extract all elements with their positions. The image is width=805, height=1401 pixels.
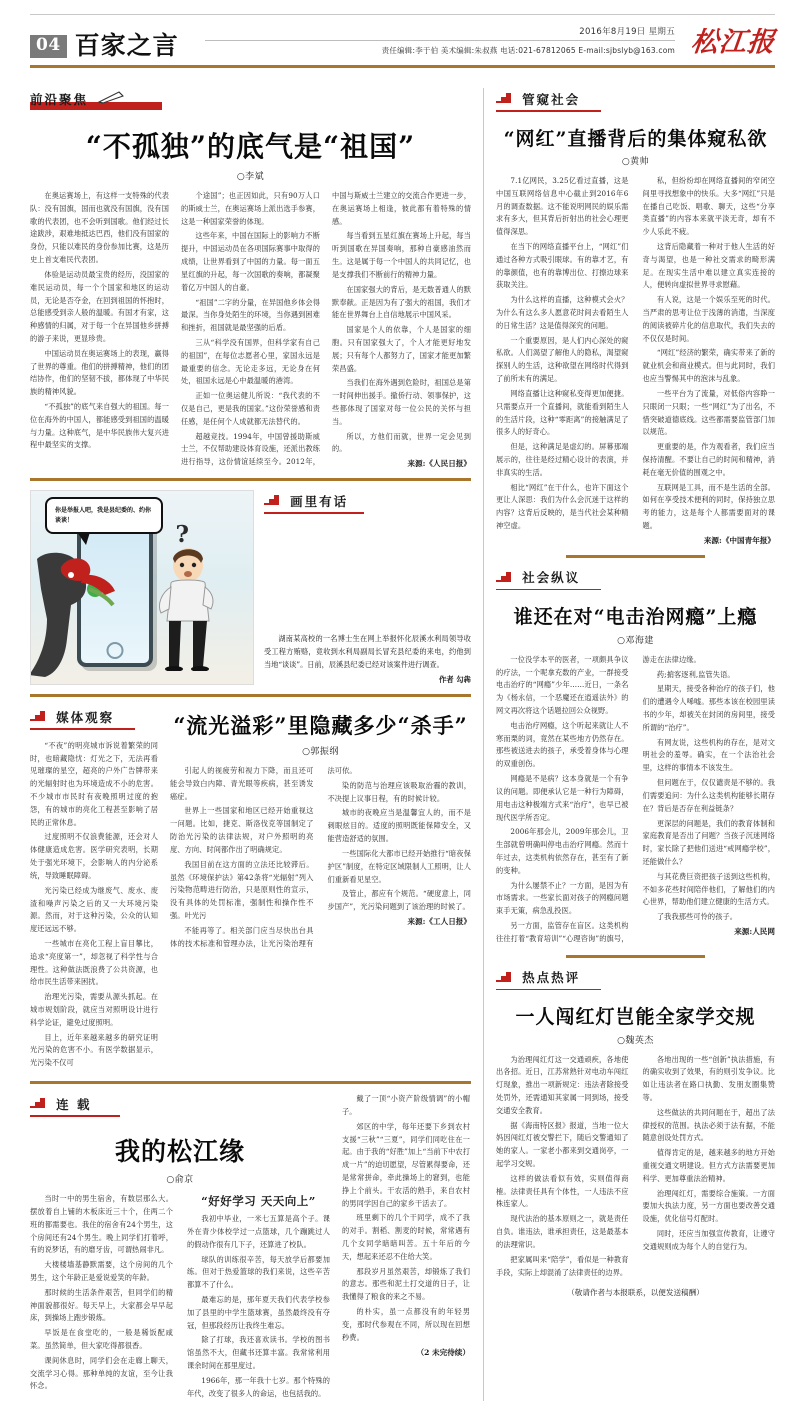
paragraph: 早饭是在食堂吃的，一般是稀饭配咸菜。虽然简单，但大家吃得都很香。 (30, 1328, 173, 1351)
paragraph: 每当看到五星红旗在赛场上升起，每当听到国歌在异国奏响，那种自豪感油然而生。这是属于每一个中国人的共同记忆，也是支撑我们不断前行的精神力量。 (332, 231, 471, 279)
paragraph: 各地出现的一些“创新”执法措施，有的确实收到了效果，有的则引发争议。比如让违法者在路口执勤、发朋友圈集赞等。 (642, 1054, 775, 1102)
paragraph: 更重要的是，作为观看者，我们应当保持清醒。不要让自己的时间和精神，消耗在毫无价值的围观之中。 (642, 442, 775, 477)
masthead-bottom-rule (30, 65, 775, 68)
source-peep-society: 来源:《中国青年报》 (703, 535, 775, 545)
paragraph: 但是，这种满足是虚幻的。屏幕那端展示的，往往是经过精心设计的表演，并非真实的生活。 (496, 442, 629, 477)
section-label-text: 社会纵议 (522, 570, 581, 586)
newspaper-logo: 松江报 (689, 27, 777, 58)
article-hot-review (496, 967, 775, 1299)
byline-peep-society: ○黄帅 (621, 156, 650, 167)
paragraph: 中国运动员在奥运赛场上的表现，赢得了世界的尊重。他们的拼搏精神，他们的团结协作，他们的坚韧不拔，都体现了中华民族的精神风貌。 (30, 348, 169, 397)
section-label-social-comment (496, 567, 601, 591)
byline-hot-review: ○魏英杰 (617, 1035, 654, 1046)
paragraph: 有网友说，这些机构的存在，是对文明社会的羞辱。确实，在一个法治社会里，这样的事情本不该发生。 (642, 737, 775, 773)
paragraph: 个途国”；也正因如此，只有90万人口的斯威士兰，在奥运赛场上派出选手参赛，这是一种国家荣誉的体现。 (181, 191, 320, 226)
paragraph: 同时，还应当加强宣传教育，让遵守交通规则成为每个人的自觉行为。 (642, 1229, 775, 1251)
body-social-comment (496, 654, 775, 946)
section-label-media-watch (30, 706, 135, 730)
paragraph: 一些国际化大都市已经开始推行“暗夜保护区”制度，在特定区域限制人工照明，让人们重新看见星空。 (327, 848, 471, 884)
content-grid (30, 88, 775, 1401)
source-media-watch: 来源:《工人日报》 (407, 916, 471, 926)
byline-front-focus: ○李斌 (236, 172, 265, 183)
paragraph: 染的防范与治理应该吸取治霾的教训，不决提上议事日程，有的时候计较。 (327, 780, 471, 803)
section-label-front-focus (30, 88, 162, 110)
paragraph: 超越竞技。1994年，中国曾援助斯威士兰，不仅帮助建设体育设施，还派出教练进行指导，这份情谊延续至今。2012年，中国与斯威士兰建立的交流合作更进一步，在奥运赛场上相逢，彼此都有着特殊的情感。 (181, 191, 471, 467)
headline-hot-review: 一人闯红灯岂能全家学交规 (515, 1006, 756, 1029)
paragraph: 课间休息时，同学们会在走廊上聊天，交流学习心得。那种单纯的友谊，至今让我怀念。 (30, 1355, 173, 1391)
paragraph: “祖国”二字的分量，在异国他乡体会得最深。当你身处陌生的环境，当你遇到困难和挫折，祖国就是最坚强的后盾。 (181, 297, 320, 333)
paragraph: 除了打球，我还喜欢读书。学校的图书馆虽然不大，但藏书还算丰富。我常常利用课余时间在那里度过。 (187, 1335, 330, 1371)
contact-note: （敬请作者与本报联系，以便发送稿酬） (567, 1288, 704, 1298)
paragraph: 目上，近年来越来越多的研究证明光污染的危害不小。有医学数据显示，光污染不仅可 (30, 1032, 158, 1068)
section-label-hot-review (496, 967, 601, 991)
article-serial (30, 1093, 471, 1401)
byline-media-watch: ○郭振纲 (302, 747, 339, 758)
speech-bubble: 你是举报人吧，我是县纪委的、约你谈谈！ (45, 497, 163, 534)
red-flag-icon (496, 568, 512, 587)
paragraph: 据《海南特区报》报道，当地一位大妈因闯红灯被交警拦下，随后交警通知了她的家人。一家老小都来到交通岗亭，一起学习交规。 (496, 1120, 629, 1169)
section-label-text: 媒体观察 (56, 709, 115, 725)
source-social-comment: 来源:人民网 (734, 927, 775, 936)
body-peep-society (496, 175, 775, 546)
paragraph: 所以，方他们而就，世界一定会见到的。 (332, 431, 471, 454)
paragraph: 1966年，那一年我十七岁。那个特殊的年代，改变了很多人的命运，也包括我的。 (187, 1375, 330, 1398)
paragraph: 光污染已经成为继废气、废水、废渣和噪声污染之后的又一大环境污染源。然而，对于这种污染，公众的认知度还远远不够。 (30, 885, 158, 934)
paragraph: 不能再等了。相关部门应当尽快出台具体的技术标准和管理办法，让光污染治理有法可依。 (170, 766, 357, 948)
divider-gold (30, 694, 471, 697)
red-flag-icon (30, 1094, 46, 1113)
paragraph: 城市的夜晚应当是温馨宜人的，而不是刺眼炫目的。适度的照明既能保障安全，又能营造舒适的氛围。 (327, 808, 471, 844)
question-mark: ? (175, 521, 189, 549)
divider-gold (30, 478, 471, 481)
paragraph: 我国目前在这方面的立法还比较滞后。虽然《环境保护法》第42条将“光辐射”列入污染物范畴进行防治，只是原则性的宣示，没有具体的处罚标准，强制性和操作性不强。叶光污 (170, 859, 314, 920)
left-column (30, 88, 483, 1401)
paragraph: 一位没学本平的医者，一项颇具争议的疗法，一个呢拿充数的产业，一群接受电击治疗的“网瘾”少年……近日，一条名为《杨永信，一个恶魔还在逍遥法外》的网文再次将这个话题拉回公众视野。 (496, 654, 629, 715)
paragraph: 相比“网红”在干什么，也许下面这个更让人深思：我们为什么会沉迷于这样的内容？这背后反映的，是当代社会某种精神空虚。 (496, 482, 629, 531)
article-peep-society (496, 88, 775, 546)
section-label-peep-society (496, 88, 601, 112)
paragraph: 在当下的网络直播平台上，“网红”们通过各种方式吸引眼球。有的靠才艺，有的靠颜值，也有的靠博出位、打擦边球来获取关注。 (496, 241, 629, 290)
paragraph: 引起人的视疲劳和视力下降，而且还可能会导致白内障、青光眼等疾病，甚至诱发癌症。 (170, 766, 314, 801)
man-figure (157, 543, 219, 671)
masthead (30, 0, 775, 78)
body-hot-review (496, 1054, 775, 1280)
media-watch-left (30, 706, 158, 1072)
paragraph: 体验是运动员最宝贵的经历，没国家的难民运动员，每一个个国家和地区的运动员，无论是否夺金，在回到祖国的怀抱时，总能感受到亲人般的温暖。有国才有家，这种感情的归属，对于每一个在异国他乡拼搏的游子来说，更显珍贵。 (30, 269, 169, 343)
paragraph: 另一方面，监管存在盲区。这类机构往往打着“教育培训”“心理咨询”的旗号，游走在法律边缘。 (496, 654, 701, 943)
section-label-text: 管窥社会 (522, 91, 581, 107)
divider-gold (30, 1081, 471, 1084)
paragraph: 这些做法的共同问题在于，超出了法律授权的范围。执法必须于法有据，不能随意创设处罚方式。 (642, 1107, 775, 1143)
paragraph: 在奥运赛场上，有这样一支特殊的代表队：没有国旗，国而也就没有国旗，没有国歌的代表团，也不会听到国歌。他们经过长途跋涉，艰难地抵达巴西，他们没有国家的身份，只能以难民的身份参加比赛，这是历史上首支难民代表团。 (30, 191, 169, 265)
paragraph: 班里剩下的几个干同学，成不了我的对手。割稻、割麦的时候，常常遇有几个女同学暗暗叫苦。五十年后的今天，想起来还忍不住给大笑。 (342, 1213, 470, 1261)
paragraph: 为什么屡禁不止？一方面，是因为有市场需求。一些家长面对孩子的网瘾问题束手无策，病急乱投医。 (496, 880, 629, 916)
paragraph: 但问题在于，仅仅谴责是不够的。我们需要追问：为什么这类机构能够长期存在？背后是否存在利益链条？ (642, 778, 775, 813)
cartoon-credit: 作者 勾犇 (438, 675, 471, 685)
paragraph: 互联网是工具，而不是生活的全部。如何在享受技术便利的同时，保持独立思考的能力，这是每个人都需要面对的课题。 (642, 482, 775, 531)
serial-right (342, 1093, 470, 1401)
red-flag-icon (264, 491, 280, 510)
red-flag-icon (496, 968, 512, 987)
paragraph: 值得肯定的是，越来越多的地方开始重视交通文明建设。但方式方法需要更加科学、更加尊重法治精神。 (642, 1148, 775, 1183)
cartoon-illustration (30, 490, 254, 685)
paragraph: 及管止，都应有个规范。“硬度意上，同步国产”，光污染问题到了该治理的时候了。 (327, 889, 471, 912)
section-label-text: 画里有话 (290, 493, 349, 509)
red-flag-icon (30, 707, 46, 726)
paragraph: 最难忘的是，那年夏天我们代表学校参加了县里的中学生篮球赛，虽然最终没有夺冠，但那段经历让我终生难忘。 (187, 1294, 330, 1330)
paragraph: 有人说，这是一个娱乐至死的时代。当严肃的思考让位于浅薄的消遣，当深度的阅读被碎片化的信息取代，我们失去的不仅仅是时间。 (642, 295, 775, 343)
paragraph: 网络直播让这种窥私变得更加便捷。只需要点开一个直播间，就能看到陌生人的生活片段，这种“零距离”的接触满足了很多人的好奇心。 (496, 388, 629, 437)
right-column (483, 88, 775, 1401)
section-label-serial (30, 1093, 120, 1117)
devil-figure (30, 549, 115, 679)
paragraph: 三从“科学没有国界，但科学家有自己的祖国”，在每位志愿者心里，家国永远是最重要的信念。无论走多远，无论身在何处，祖国永远是心中最温暖的港湾。 (181, 337, 320, 386)
masthead-left (30, 33, 179, 58)
divider-gold-short (566, 555, 706, 558)
paragraph: 现代法治的基本原则之一，就是责任自负。谁违法，谁承担责任，这是最基本的法理常识。 (496, 1214, 629, 1249)
paragraph: 药;掮客逐利,监管失语。 (656, 669, 735, 679)
cartoon-caption-area (264, 490, 471, 685)
masthead-top-rule (30, 14, 775, 15)
paragraph: 把家属叫来“陪学”，看似是一种教育手段，实际上却混淆了法律责任的边界。 (496, 1254, 629, 1277)
paragraph: 星期天，接受各种治疗的孩子们，他们的遭遇令人唏嘘。那些本该在校园里读书的少年，却被关在封闭的房间里，接受所谓的“治疗”。 (642, 684, 775, 732)
paragraph: 网瘾是不是病？这本身就是一个有争议的问题。即便承认它是一种行为障碍，用电击这种极端方式来“治疗”，也早已被现代医学所否定。 (496, 774, 629, 822)
paragraph: 电击治疗网瘾，这个听起来就让人不寒而栗的词，竟然在某些地方仍然存在。那些被送进去的孩子，承受着身体与心理的双重创伤。 (496, 720, 629, 769)
cartoon-caption: 湖南某高校的一名博士生在网上举报怀化辰溪水利局领导收受工程方贿赂，竟收到水利局副局长冒充县纪委的来电，约他到当地“谈谈”。日前，辰溪县纪委已经对该案件进行调查。 (264, 634, 471, 670)
headline-serial: 我的松江缘 (114, 1136, 245, 1166)
red-flag-icon (496, 89, 512, 108)
publication-date: 2016年8月19日 星期五 (579, 27, 675, 37)
paragraph: 国家是个人的依靠，个人是国家的细胞。只有国家强大了，个人才能更好地发展；只有每个人都努力了，国家才能更加繁荣昌盛。 (332, 325, 471, 373)
paragraph: 一些平台为了流量，对低俗内容睁一只眼闭一只眼；一些“网红”为了出名，不惜突破道德底线。这些都需要监管部门加以规范。 (642, 388, 775, 437)
paragraph: 这些年来，中国在国际上的影响力不断提升，中国运动员在各项国际赛事中取得的成绩，让世界看到了中国的力量。每一面五星红旗的升起，每一次国歌的奏响，都凝聚着亿万中国人的自豪。 (181, 231, 320, 292)
headline-front-focus: “不孤独”的底气是“祖国” (85, 130, 416, 163)
page-section-name: 百家之言 (74, 31, 179, 60)
section-label-text: 前沿聚焦 (30, 91, 89, 107)
paragraph: “不孤独”的底气来自强大的祖国。每一位在海外的中国人，都能感受到祖国的温暖与力量。这种底气，是中华民族伟大复兴进程中最坚实的支撑。 (30, 402, 169, 450)
paragraph: 正如一位奥运健儿所说：“我代表的不仅是自己，更是我的国家。”这份荣誉感和责任感，是任何个人成就都无法替代的。 (181, 391, 320, 426)
paragraph: 更深层的问题是，我们的教育体制和家庭教育是否出了问题？当孩子沉迷网络时，家长除了把他们送进“戒网瘾学校”，还能做什么？ (642, 818, 775, 866)
paragraph: 那段岁月虽然艰苦，却锻炼了我们的意志。那些和泥土打交道的日子，让我懂得了粮食的来之不易。 (342, 1266, 470, 1302)
paragraph: 7.1亿网民，3.25亿看过直播，这是中国互联网络信息中心截止到2016年6月的调查数据。这不能说明网民的娱乐需求有多大，但其背后折射出的社会心理更值得深思。 (496, 175, 629, 237)
byline-social-comment: ○邓海建 (617, 635, 654, 646)
paragraph: 当我们在海外遇到危险时，祖国总是第一时间伸出援手。撤侨行动、领事保护，这些都体现了国家对每一位公民的关怀与担当。 (332, 378, 471, 426)
paragraph: 大楼楼墙基静默需要，这个房间的几个男生，这个年龄正是爱说爱笑的年龄。 (30, 1260, 173, 1282)
byline-serial: ○俞京 (166, 1175, 194, 1186)
section-label-text: 热点热评 (522, 970, 581, 986)
article-front-focus (30, 88, 471, 469)
headline-media-watch: “流光溢彩”里隐藏多少“杀手” (173, 713, 468, 739)
paragraph: 戴了一顶“小资产阶级情调”的小帽子。 (342, 1094, 470, 1116)
paragraph: 治理闯红灯，需要综合施策。一方面要加大执法力度，另一方面也要改善交通设施，优化信号灯配时。 (642, 1188, 775, 1224)
paragraph: 在国家强大的背后，是无数普通人的默默奉献。正是因为有了强大的祖国，我们才能在世界舞台上自信地展示中国风采。 (332, 284, 471, 320)
divider-gold-short (566, 955, 706, 958)
headline-social-comment: 谁还在对“电击治网瘾”上瘾 (513, 606, 758, 629)
article-cartoon (30, 490, 471, 685)
paragraph: 与其花费巨资把孩子送到这些机构，不如多花些时间陪伴他们，了解他们的内心世界，帮助他们建立健康的生活方式。 (642, 871, 775, 907)
paragraph: 一些城市在亮化工程上盲目攀比，追求“亮度第一”，却忽视了科学性与合理性。这种做法既浪费了公共资源，也给市民生活带来困扰。 (30, 938, 158, 987)
body-serial (30, 1193, 330, 1401)
headline-peep-society: “网红”直播背后的集体窥私欲 (503, 127, 768, 150)
article-social-comment (496, 567, 775, 946)
article-media-watch (30, 706, 471, 1072)
body-media-watch (170, 765, 471, 950)
paragraph: 过度照明不仅浪费能源，还会对人体健康造成危害。医学研究表明，长期处于强光环境下，会影响人的内分泌系统，导致睡眠障碍。 (30, 832, 158, 880)
paragraph: “网红”经济的繁荣，确实带来了新的就业机会和商业模式。但与此同时，我们也应当警惕其中的泡沫与乱象。 (642, 348, 775, 384)
masthead-center-rule (205, 40, 675, 41)
paragraph: 我初中毕业，一米七五算是高个子。课外在青少体校学过一点篮球，几个蹦跳过人的假动作很有几下子，还算进了校队。 (187, 1214, 330, 1249)
section-label-text: 连 载 (56, 1096, 92, 1112)
pen-icon (97, 89, 127, 108)
paragraph: 世界上一些国家和地区已经开始重视这一问题。比如，捷克、斯洛伐克等国制定了防治光污染的法律法规，对户外照明的亮度、方向、时间都作出了明确规定。 (170, 806, 314, 854)
subhead-serial: “好好学习 天天向上” (201, 1194, 316, 1209)
paragraph: 为什么这样的直播，这种模式会火？为什么有这么多人愿意花时间去看陌生人的日常生活？这是值得深究的问题。 (496, 295, 629, 330)
page-number: 04 (30, 35, 67, 58)
section-label-cartoon (264, 490, 471, 514)
serial-continued-note: （2 未完待续） (416, 1347, 470, 1357)
paragraph: 这样的做法看似有效，实则值得商榷。法律责任具有个体性，一人违法不应株连家人。 (496, 1173, 629, 1209)
paragraph: 2006年那会儿，2009年那会儿，卫生部就曾明确叫停电击治疗网瘾。然而十年过去，这类机构依然存在，甚至有了新的变种。 (496, 827, 629, 875)
paragraph: 一个重要原因，是人们内心深处的窥私欲。人们渴望了解他人的隐私，渴望窥探别人的生活，这种欲望在网络时代得到了前所未有的满足。 (496, 335, 629, 384)
paragraph: 为治理闯红灯这一交通顽疾，各地使出各招。近日，江苏常熟针对电动车闯红灯现象，推出一项新规定：违法者除接受处罚外，还需通知其家属一同到场，接受交通安全教育。 (496, 1054, 629, 1115)
paragraph: 了我我那些可怜的孩子。 (656, 912, 738, 922)
paragraph: 这背后隐藏着一种对于他人生活的好奇与渴望，也是一种社交需求的畸形满足。在现实生活中难以建立真实连接的人，便转向虚拟世界寻求慰藉。 (642, 241, 775, 290)
paragraph: 的朴实，虽一点都没有的年轻男变，那时代参观在不同，所以现在回想秒费。 (342, 1307, 470, 1342)
paragraph: 治理光污染，需要从源头抓起。在城市规划阶段，就应当对照明设计进行科学论证，避免过度照明。 (30, 992, 158, 1027)
paragraph: 那时候的生活条件艰苦，但同学们的精神面貌都很好。每天早上，大家都会早早起床，到操场上跑步锻炼。 (30, 1287, 173, 1323)
paragraph: 私，但纷纷却在网络直播间的窄闭空间里寻找想象中的快乐。大多“网红”只是在播自己吃饭、唱歌、聊天，这些“分享类直播”的内容本来就平淡无奇，却有不少人乐此不疲。 (642, 175, 775, 237)
paragraph: “不夜”的明亮城市诉说着繁荣的同时，也暗藏隐忧：灯光之下，无法再看见璀璨的星空，超亮的户外广告牌带来的光辐射时也为环境造成不小的危害。不少城市市民时有夜晚照明过度的抱怨，有的城市的亮化工程甚至影响了居民的正常休息。 (30, 740, 158, 827)
editor-credits: 责任编辑:李于伯 美术编辑:朱叔燕 电话:021-67812065 E-mail:sjbslyb@163.com (381, 46, 675, 55)
paragraph: 球队的训练很辛苦，每天放学后都要加练。但对于热爱篮球的我们来说，这些辛苦都算不了什么。 (187, 1254, 330, 1290)
paragraph: 当时一中的男生宿舍，有数层那么大。摆放着自上铺的木板床近三十个，住两二个班的都需要也。我住的宿舍有24个男生，这个房间还有24个男生。晚上同学们打着呼，有的说梦话，有的磨牙齿，可谓热闹非凡。 (30, 1194, 173, 1255)
paragraph: 郊区的中学，每年还要下乡到农村支援“三秋”“三夏”，同学们同吃住在一起。由于我的“好胜”加上“当前下中农打成一片”的迫切愿望，尽管累得要命，还是常常拼命，牵此操场上的窘到，也能挣上个前头。干农活的熟手，来自农村的男同学因自己的家乡干活去了。 (342, 1121, 470, 1208)
body-front-focus (30, 190, 471, 469)
serial-left (30, 1093, 330, 1401)
masthead-info (179, 25, 691, 58)
source-front-focus: 来源:《人民日报》 (407, 459, 471, 469)
media-watch-right (170, 706, 471, 1072)
